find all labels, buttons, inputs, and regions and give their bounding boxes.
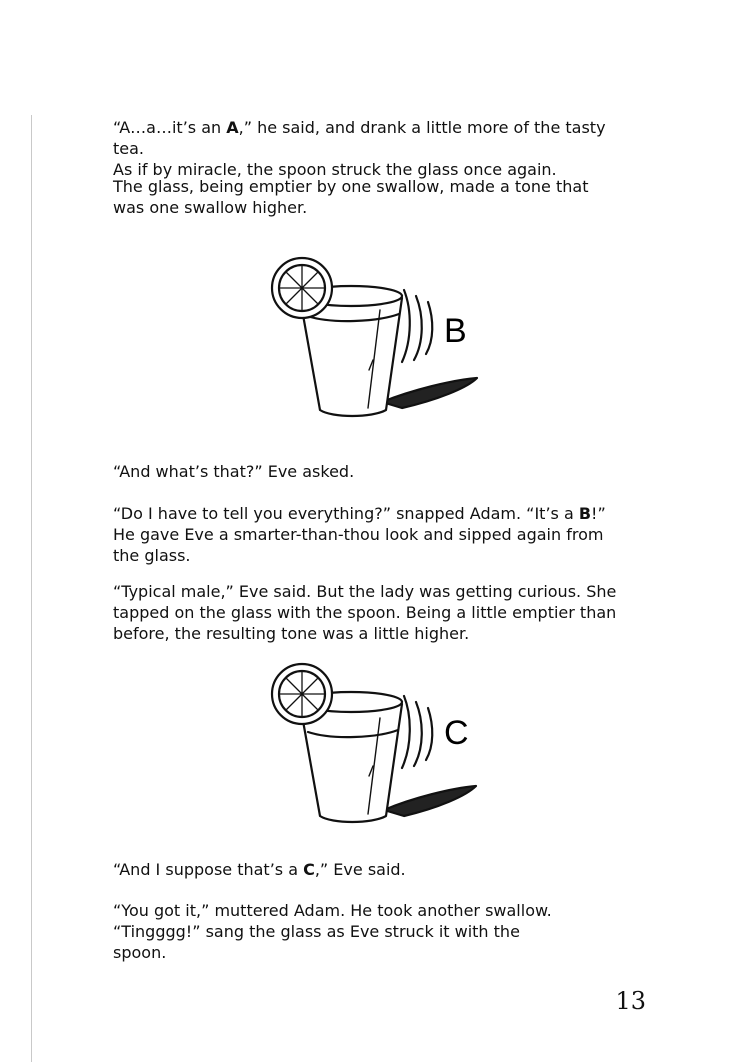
paragraph-3: “And what’s that?” Eve asked. (113, 462, 355, 481)
paragraph-7: “You got it,” muttered Adam. He took another swallow. “Tingggg!” sang the glass as Eve struck it with the spoon. (113, 901, 552, 962)
paragraph-6: “And I suppose that’s a C,” Eve said. (113, 860, 406, 879)
paragraph-5: “Typical male,” Eve said. But the lady was getting curious. She tapped on the glass with the spoon. Being a little emptier than before, the resulting tone was a little higher. (113, 582, 617, 643)
paragraph-4: “Do I have to tell you everything?” snapped Adam. “It’s a B!” He gave Eve a smarter-than-thou look and sipped again from the glass. (113, 504, 606, 565)
note-label-b: B (444, 312, 467, 350)
glass-illustration-c (262, 660, 512, 835)
page-number: 13 (615, 987, 646, 1015)
margin-rule (31, 115, 32, 1062)
paragraph-2: The glass, being emptier by one swallow, made a tone that was one swallow higher. (113, 177, 589, 217)
glass-illustration-b (262, 250, 512, 430)
note-label-c: C (444, 714, 469, 752)
paragraph-1: “A…a…it’s an A,” he said, and drank a little more of the tasty tea. As if by miracle, the spoon struck the glass once again. (113, 118, 606, 179)
glass-with-lemon-icon (262, 660, 512, 835)
glass-with-lemon-icon (262, 250, 512, 430)
